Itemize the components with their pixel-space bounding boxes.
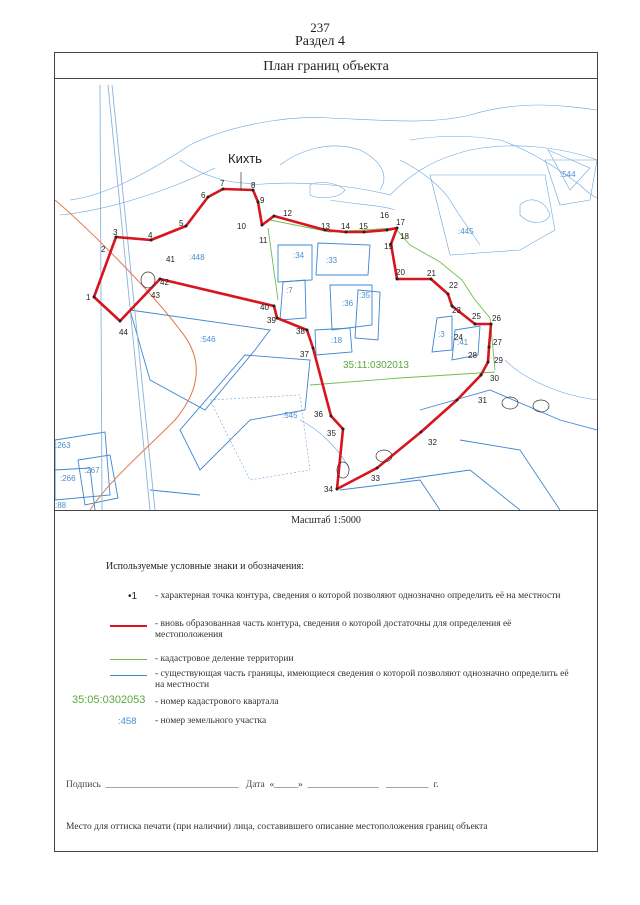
point-label: 9 [260,196,265,205]
point-label: 19 [384,242,393,251]
legend-title: Используемые условные знаки и обозначения: [106,561,304,572]
point-label: 30 [490,374,499,383]
parcel-label: :35 [359,291,371,300]
legend-quarter-sample: 35:05:0302053 [72,694,146,706]
point-label: 5 [179,219,184,228]
point-label: 35 [327,429,336,438]
parcel-label: :33 [326,256,338,265]
point-label: 18 [400,232,409,241]
legend-point-number: 1 [131,591,138,602]
point-label: 24 [454,333,463,342]
settlement-label: Кихть [228,151,262,166]
legend-item-text: - характерная точка контура, сведения о которой позволяют однозначно определить её на местности [155,591,561,601]
point-label: 29 [494,356,503,365]
terrain-lines [60,105,597,480]
legend-item-text: - вновь образованная часть контура, сведения о которой достаточны для определения её местоположения [155,619,512,640]
point-label: 2 [101,245,106,254]
legend-parcel-sample: :458 [118,716,137,727]
point-label: 16 [380,211,389,220]
point-label: 6 [201,191,206,200]
parcel-label: :18 [331,336,343,345]
point-label: 39 [267,316,276,325]
parcel-label: :36 [342,299,354,308]
point-label: 20 [396,268,405,277]
point-label: 13 [321,222,330,231]
parcel-label: :7 [286,286,293,295]
map-divider [54,510,598,511]
parcel-label: :266 [60,474,76,483]
point-label: 32 [428,438,437,447]
point-label: 25 [472,312,481,321]
map-drawing [55,80,597,510]
section-title: Раздел 4 [294,34,346,49]
scale-label: Масштаб 1:5000 [291,515,361,526]
parcel-label: :34 [293,251,305,260]
legend-red-line [110,625,147,627]
parcel-label: :263 [55,441,71,450]
point-label: 23 [452,306,461,315]
settlement-boundary [55,200,196,510]
parcel-label: :546 [200,335,216,344]
point-label: 34 [324,485,333,494]
point-label: 14 [341,222,350,231]
point-label: 12 [283,209,292,218]
point-label: 15 [359,222,368,231]
legend-item-text: - кадастровое деление территории [155,654,294,664]
point-label: 21 [427,269,436,278]
parcel-label: :448 [189,253,205,262]
point-label: 7 [220,179,225,188]
legend-blue-line [110,675,147,676]
legend-green-line [110,659,147,660]
point-label: 44 [119,328,128,337]
parcel-label: :41 [457,338,469,347]
page-number: 237 [310,20,330,35]
point-label: 42 [160,278,169,287]
boundary-map [55,80,597,510]
parcel-label: :545 [282,411,298,420]
point-label: 26 [492,314,501,323]
parcel-label: :88 [55,501,67,510]
point-label: 17 [396,218,405,227]
stamp-note: Место для оттиска печати (при наличии) лица, составившего описание местоположения границ объекта [66,822,488,832]
legend-point-symbol: •1 [128,591,138,602]
parcel-label: :445 [458,227,474,236]
point-label: 8 [251,181,256,190]
signature-line: Подпись ____________________________ Дата «_____» _______________ _________ г. [66,780,439,790]
plan-title: План границ объекта [54,52,598,79]
existing-boundaries [55,85,597,510]
point-label: 27 [493,338,502,347]
legend-item-text: - номер земельного участка [155,716,267,726]
point-label: 3 [113,228,118,237]
point-label: 11 [259,236,268,245]
point-label: 40 [260,303,269,312]
point-label: 1 [86,293,91,302]
point-label: 37 [300,350,309,359]
point-label: 22 [449,281,458,290]
point-label: 36 [314,410,323,419]
point-label: 4 [148,231,153,240]
point-label: 43 [151,291,160,300]
point-label: 10 [237,222,246,231]
point-label: 31 [478,396,487,405]
legend-item-text: - существующая часть границы, имеющиеся сведения о которой позволяют однозначно определить её на местности [155,669,569,690]
parcel-label: :3 [438,330,445,339]
point-label: 28 [468,351,477,360]
quarter-label: 35:11:0302013 [343,360,409,371]
point-label: 38 [296,327,305,336]
point-label: 33 [371,474,380,483]
parcel-label: :544 [560,170,576,179]
legend-item-text: - номер кадастрового квартала [155,697,279,707]
point-label: 41 [166,255,175,264]
parcel-label: :267 [84,466,100,475]
